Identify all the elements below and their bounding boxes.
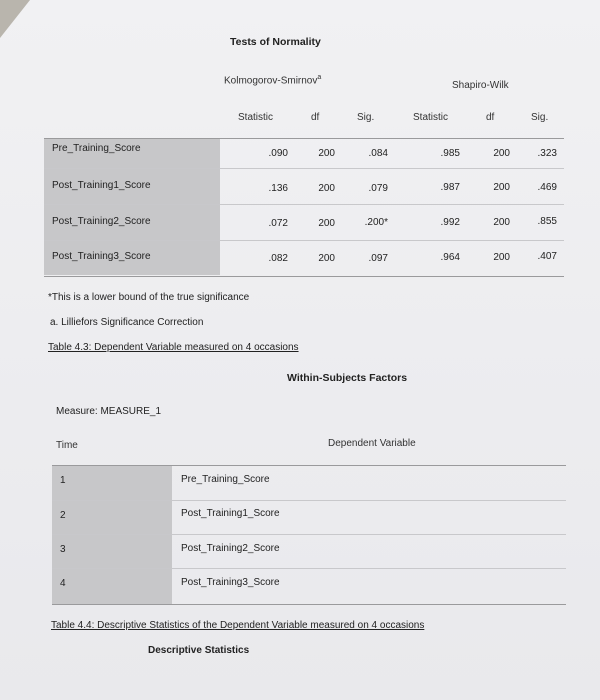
footnote-significance: *This is a lower bound of the true significance bbox=[48, 292, 250, 303]
col-sw-statistic: Statistic bbox=[413, 112, 449, 123]
within-bottom-rule bbox=[52, 604, 566, 605]
ks-statistic: .072 bbox=[268, 218, 288, 229]
sw-sig: .407 bbox=[537, 251, 557, 262]
ks-sig: .097 bbox=[368, 253, 388, 264]
dependent-variable: Post_Training2_Score bbox=[181, 543, 280, 554]
row-rule bbox=[52, 568, 566, 569]
sw-statistic: .985 bbox=[440, 148, 460, 159]
within-subjects-title: Within-Subjects Factors bbox=[287, 372, 408, 384]
footnote-lilliefors: a. Lilliefors Significance Correction bbox=[50, 317, 204, 328]
sw-statistic: .964 bbox=[440, 252, 460, 263]
ks-sig: .084 bbox=[368, 148, 388, 159]
time-value: 3 bbox=[60, 544, 66, 555]
ks-header: Kolmogorov-Smirnov$^a$ bbox=[224, 74, 322, 87]
row-rule bbox=[44, 204, 564, 205]
ks-statistic: .082 bbox=[268, 253, 288, 264]
page-corner bbox=[0, 0, 30, 38]
row-rule bbox=[44, 168, 564, 169]
ks-df: 200 bbox=[318, 218, 335, 229]
normality-title: Tests of Normality bbox=[230, 36, 321, 48]
sw-df: 200 bbox=[493, 182, 510, 193]
col-time: Time bbox=[56, 440, 78, 451]
col-sw-sig: Sig. bbox=[531, 112, 549, 123]
time-column-shading bbox=[52, 466, 172, 604]
col-sw-df: df bbox=[486, 112, 495, 123]
row-rule bbox=[52, 534, 566, 535]
table-bottom-rule bbox=[44, 276, 564, 277]
row-rule bbox=[52, 500, 566, 501]
dependent-variable: Post_Training3_Score bbox=[181, 577, 280, 588]
sw-sig: .855 bbox=[537, 216, 557, 227]
ks-sig: .079 bbox=[368, 183, 388, 194]
caption-table-4-4: Table 4.4: Descriptive Statistics of the Dependent Variable measured on 4 occasions bbox=[51, 620, 425, 631]
row-label: Post_Training3_Score bbox=[52, 251, 151, 262]
sw-sig: .469 bbox=[537, 182, 557, 193]
row-label: Post_Training2_Score bbox=[52, 216, 151, 227]
sw-sig: .323 bbox=[537, 148, 557, 159]
row-label: Post_Training1_Score bbox=[52, 180, 151, 191]
time-value: 2 bbox=[60, 510, 66, 521]
row-label: Pre_Training_Score bbox=[52, 143, 141, 154]
row-rule bbox=[44, 240, 564, 241]
sw-df: 200 bbox=[493, 148, 510, 159]
dependent-variable: Post_Training1_Score bbox=[181, 508, 280, 519]
time-value: 1 bbox=[60, 475, 66, 486]
sw-header: Shapiro-Wilk bbox=[452, 80, 509, 91]
col-dependent-variable: Dependent Variable bbox=[328, 438, 416, 449]
ks-df: 200 bbox=[318, 148, 335, 159]
ks-statistic: .136 bbox=[268, 183, 288, 194]
ks-df: 200 bbox=[318, 253, 335, 264]
col-ks-df: df bbox=[311, 112, 320, 123]
ks-statistic: .090 bbox=[268, 148, 288, 159]
col-ks-statistic: Statistic bbox=[238, 112, 274, 123]
sw-statistic: .987 bbox=[440, 182, 460, 193]
ks-df: 200 bbox=[318, 183, 335, 194]
caption-table-4-3: Table 4.3: Dependent Variable measured on 4 occasions bbox=[48, 342, 299, 353]
col-ks-sig: Sig. bbox=[357, 112, 375, 123]
sw-statistic: .992 bbox=[440, 217, 460, 228]
measure-label: Measure: MEASURE_1 bbox=[56, 406, 162, 417]
time-value: 4 bbox=[60, 578, 66, 589]
dependent-variable: Pre_Training_Score bbox=[181, 474, 270, 485]
ks-sig: .200* bbox=[364, 217, 388, 228]
descriptive-statistics-title: Descriptive Statistics bbox=[148, 645, 250, 656]
sw-df: 200 bbox=[493, 252, 510, 263]
sw-df: 200 bbox=[493, 217, 510, 228]
